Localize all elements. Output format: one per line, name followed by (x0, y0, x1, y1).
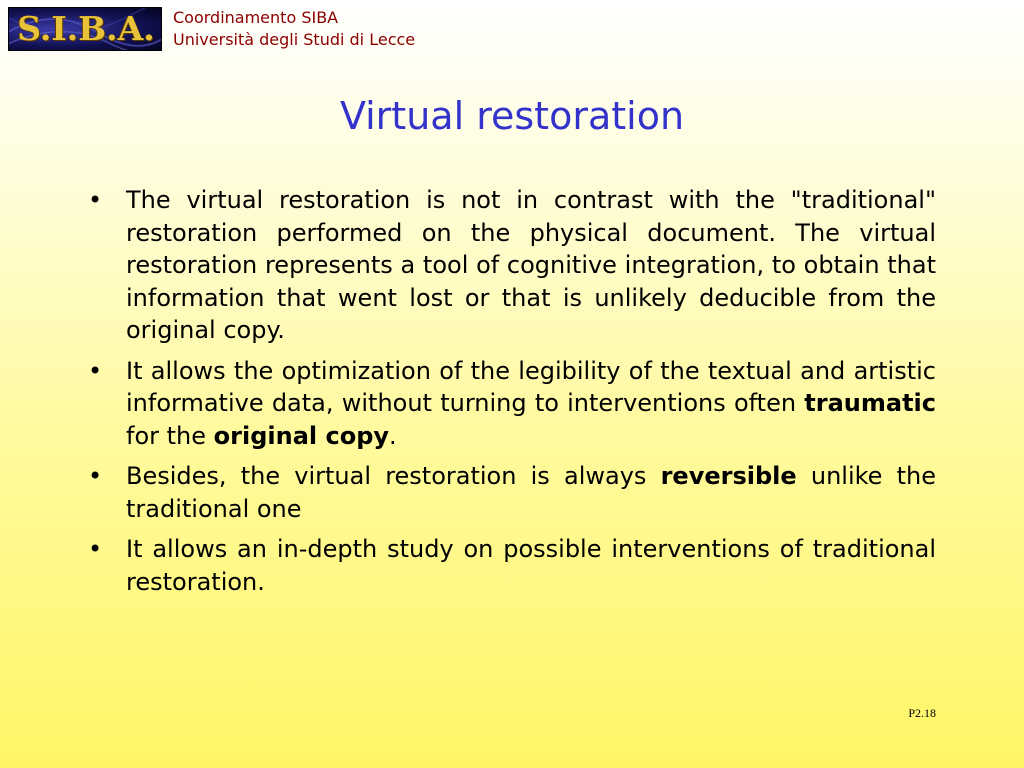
logo-lettering: S.I.B.A. (17, 9, 155, 48)
siba-logo (8, 7, 162, 51)
bullet-text: It allows the optimization of the legibility of the textual and artistic informative data, without turning to interventions often (126, 356, 936, 417)
bullet-text: The virtual restoration is not in contrast with the "traditional" restoration performed on the physical document. The virtual restoration represents a tool of cognitive integration, to obtain that information that went lost or that is unlikely deducible from the original copy. (126, 186, 936, 344)
bullet-icon: • (88, 186, 103, 214)
bullet-icon: • (88, 535, 103, 563)
slide-title: Virtual restoration (339, 94, 685, 138)
bullet-text: unlike the traditional one (126, 462, 936, 523)
university-name: Università degli Studi di Lecce (173, 30, 416, 49)
organization-header (173, 7, 415, 51)
bullet-item (88, 355, 936, 453)
bullet-emphasis: traumatic (804, 389, 936, 417)
bullet-item (88, 184, 936, 347)
bullet-icon: • (88, 356, 103, 385)
bullet-text: Besides, the virtual restoration is always (126, 462, 661, 490)
org-name: Coordinamento SIBA (173, 8, 339, 27)
bullet-item (88, 460, 936, 525)
bullet-text: It allows an in-depth study on possible interventions of traditional restoration. (126, 535, 936, 596)
bullet-item (88, 533, 936, 598)
bullet-text: . (389, 421, 397, 450)
bullet-emphasis: original copy (213, 421, 390, 450)
page-number: P2.18 (908, 706, 936, 720)
bullet-emphasis: reversible (660, 462, 797, 490)
bullet-list (88, 184, 936, 606)
bullet-icon: • (88, 462, 103, 490)
bullet-text: for the (126, 421, 214, 450)
